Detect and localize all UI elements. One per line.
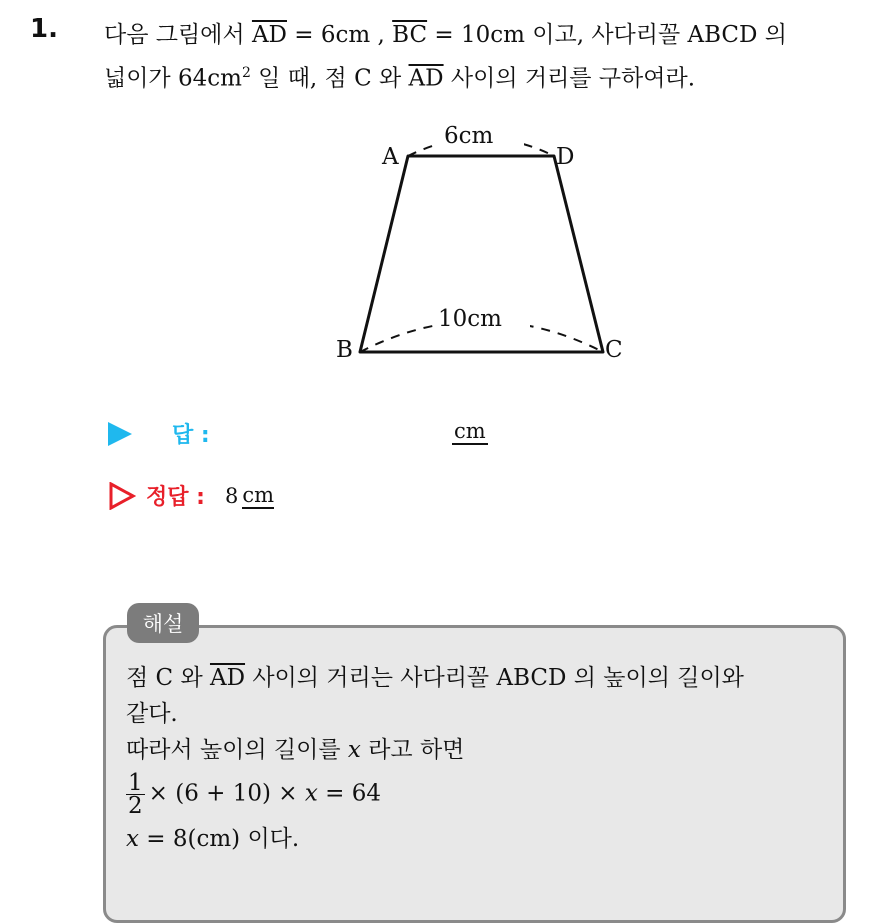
trapezoid-figure [320, 112, 640, 372]
fraction-half: $\frac{1}{2}$ [128, 770, 143, 819]
correct-answer-label: 정답 : [146, 485, 205, 510]
outline-triangle-icon [108, 482, 136, 510]
answer-row [108, 418, 210, 449]
answer-unit: cm [454, 419, 486, 443]
question-line-2: 넓이가 $64cm^2$ 일 때, 점 C 와 $\overline{AD}$ 사이의 거리를 구하여라. [104, 65, 696, 92]
segment-ad-2: $\overline{AD}$ [408, 65, 444, 92]
explanation-line-2: 같다. [126, 701, 178, 727]
bottom-length-label: 10cm [438, 306, 502, 332]
question-number: 1. [30, 14, 58, 44]
segment-ad: $\overline{AD}$ [251, 22, 287, 48]
explanation-segment-ad: $\overline{AD}$ [209, 665, 246, 691]
correct-answer-value: 8 [224, 483, 239, 508]
vertex-d-label: D [556, 144, 575, 170]
vertex-b-label: B [336, 337, 353, 363]
explanation-equation: $\frac{1}{2}$ × (6 + 10) × x = 64 [128, 770, 382, 819]
vertex-c-label: C [605, 337, 623, 363]
correct-answer-unit: cm [242, 482, 275, 507]
explanation-line-3: 따라서 높이의 길이를 x 라고 하면 [126, 737, 465, 763]
explanation-tag: 해설 [127, 603, 199, 643]
explanation-result: x = 8(cm) 이다. [126, 826, 300, 852]
answer-label: 답 : [172, 423, 210, 448]
question-text [104, 16, 874, 98]
vertex-a-label: A [382, 144, 399, 170]
explanation-text [126, 660, 838, 857]
play-triangle-icon [108, 422, 132, 446]
question-line-1: 다음 그림에서 $\overline{AD} = 6cm$ , $\overline{BC} = 10cm$ 이고, 사다리꼴 ABCD 의 [104, 22, 788, 48]
segment-bc: $\overline{BC}$ [392, 22, 428, 48]
explanation-line-1: 점 C 와 $\overline{AD}$ 사이의 거리는 사다리꼴 ABCD 의 높이의 길이와 [126, 665, 744, 691]
correct-answer-row [108, 480, 274, 511]
top-length-label: 6cm [444, 123, 494, 149]
